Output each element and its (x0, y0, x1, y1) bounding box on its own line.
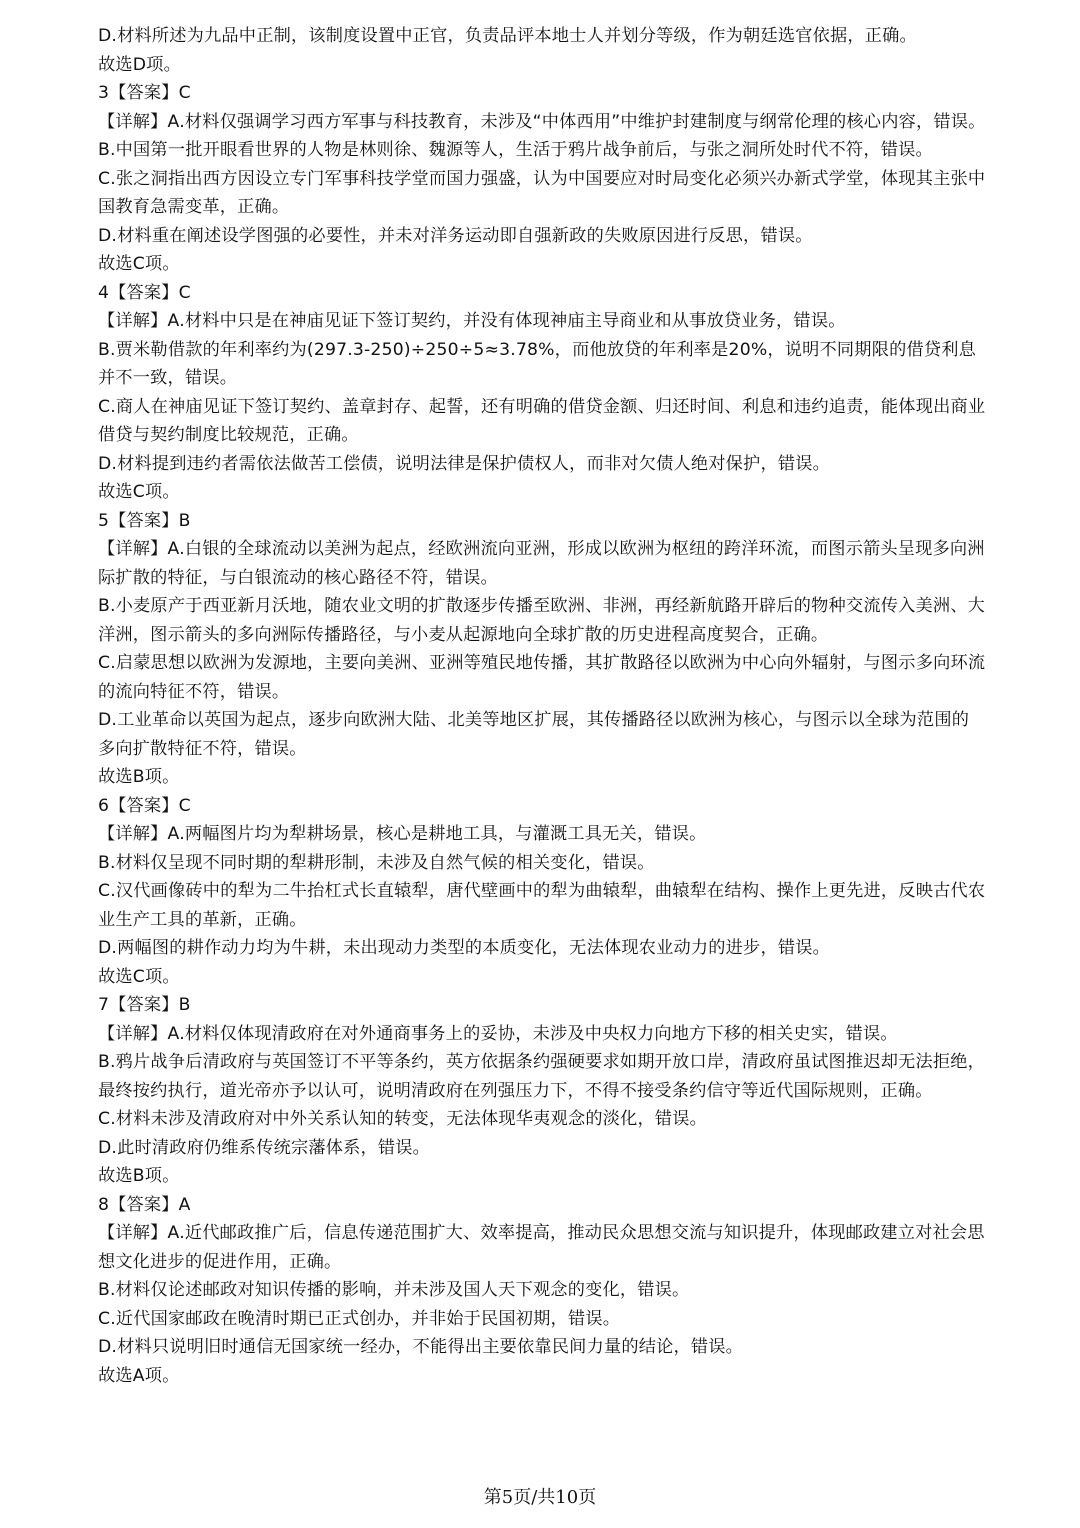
paragraph: 故选C项。 (98, 966, 180, 987)
paragraph: B.贾米勒借款的年利率约为(297.3-250)÷250÷5≈3.78%，而他放贷的年利率是20%，说明不同期限的借贷利息并不一致，错误。 (98, 339, 977, 388)
paragraph: 【详解】A.近代邮政推广后，信息传递范围扩大、效率提高，推动民众思想交流与知识提升，体现邮政建立对社会思想文化进步的促进作用，正确。 (98, 1223, 985, 1272)
paragraph: 故选B项。 (98, 767, 180, 787)
paragraph: D.两幅图的耕作动力均为牛耕，未出现动力类型的本质变化，无法体现农业动力的进步，错误。 (98, 938, 830, 958)
paragraph: B.鸦片战争后清政府与英国签订不平等条约，英方依据条约强硬要求如期开放口岸，清政府虽试图推迟却无法拒绝，最终按约执行，道光帝亦予以认可，说明清政府在列强压力下，不得不接受条约信守等近代国际规则，正确。 (98, 1052, 986, 1101)
paragraph: 【详解】A.两幅图片均为犁耕场景，核心是耕地工具，与灌溉工具无关，错误。 (98, 824, 707, 844)
paragraph: C.张之洞指出西方因设立专门军事科技学堂而国力强盛，认为中国要应对时局变化必须兴办新式学堂，体现其主张中国教育急需变革，正确。 (98, 168, 986, 217)
question-answer: 8【答案】A (98, 1194, 191, 1215)
paragraph: C.汉代画像砖中的犁为二牛抬杠式长直辕犁，唐代壁画中的犁为曲辕犁，曲辕犁在结构、操作上更先进，反映古代农业生产工具的革新，正确。 (98, 881, 986, 930)
paragraph: 【详解】A.材料仅强调学习西方军事与科技教育，未涉及“中体西用”中维护封建制度与纲常伦理的核心内容，错误。 (98, 111, 986, 132)
paragraph: D.材料所述为九品中正制，该制度设置中正官，负责品评本地士人并划分等级，作为朝廷选官依据，正确。 (98, 26, 917, 46)
paragraph: 【详解】A.白银的全球流动以美洲为起点，经欧洲流向亚洲，形成以欧洲为枢纽的跨洋环流，而图示箭头呈现多向洲际扩散的特征，与白银流动的核心路径不符，错误。 (98, 539, 985, 588)
paragraph: 故选C项。 (98, 254, 180, 274)
question-answer: 5【答案】B (98, 510, 191, 531)
question-answer: 6【答案】C (98, 795, 191, 816)
paragraph: D.材料重在阐述设学图强的必要性，并未对洋务运动即自强新政的失败原因进行反思，错误。 (98, 225, 813, 246)
paragraph: C.启蒙思想以欧洲为发源地，主要向美洲、亚洲等殖民地传播，其扩散路径以欧洲为中心向外辐射，与图示多向环流的流向特征不符，错误。 (98, 653, 986, 702)
paragraph: 故选A项。 (98, 1365, 180, 1386)
paragraph: B.中国第一批开眼看世界的人物是林则徐、魏源等人，生活于鸦片战争前后，与张之洞所处时代不符，错误。 (98, 140, 933, 160)
paragraph: C.商人在神庙见证下签订契约、盖章封存、起誓，还有明确的借贷金额、归还时间、利息和违约追责，能体现出商业借贷与契约制度比较规范，正确。 (98, 396, 986, 445)
paragraph: B.小麦原产于西亚新月沃地，随农业文明的扩散逐步传播至欧洲、非洲，再经新航路开辟后的物种交流传入美洲、大洋洲，图示箭头的多向洲际传播路径，与小麦从起源地向全球扩散的历史进程高度契合，正确。 (98, 596, 986, 645)
question-answer: 3【答案】C (98, 83, 191, 103)
paragraph: 故选C项。 (98, 482, 180, 502)
paragraph: D.工业革命以英国为起点，逐步向欧洲大陆、北美等地区扩展，其传播路径以欧洲为核心，与图示以全球为范围的多向扩散特征不符，错误。 (98, 710, 970, 759)
paragraph: 【详解】A.材料中只是在神庙见证下签订契约，并没有体现神庙主导商业和从事放贷业务，错误。 (98, 311, 846, 331)
question-answer: 7【答案】B (98, 995, 191, 1015)
paragraph: 故选D项。 (98, 54, 181, 75)
paragraph: D.此时清政府仍维系传统宗藩体系，错误。 (98, 1137, 431, 1158)
document-body (98, 22, 986, 1390)
question-answer: 4【答案】C (98, 282, 191, 303)
paragraph: 故选B项。 (98, 1166, 180, 1186)
paragraph: B.材料仅论述邮政对知识传播的影响，并未涉及国人天下观念的变化，错误。 (98, 1280, 690, 1300)
paragraph: D.材料提到违约者需依法做苦工偿债，说明法律是保护债权人，而非对欠债人绝对保护，错误。 (98, 453, 830, 474)
paragraph: D.材料只说明旧时通信无国家统一经办，不能得出主要依靠民间力量的结论，错误。 (98, 1337, 744, 1357)
paragraph: 【详解】A.材料仅体现清政府在对外通商事务上的妥协，未涉及中央权力向地方下移的相关史实，错误。 (98, 1023, 898, 1044)
paragraph: B.材料仅呈现不同时期的犁耕形制，未涉及自然气候的相关变化，错误。 (98, 852, 655, 873)
paragraph: C.近代国家邮政在晚清时期已正式创办，并非始于民国初期，错误。 (98, 1308, 621, 1329)
paragraph: C.材料未涉及清政府对中外关系认知的转变，无法体现华夷观念的淡化，错误。 (98, 1109, 708, 1129)
page-number: 第5页/共10页 (483, 1487, 597, 1508)
